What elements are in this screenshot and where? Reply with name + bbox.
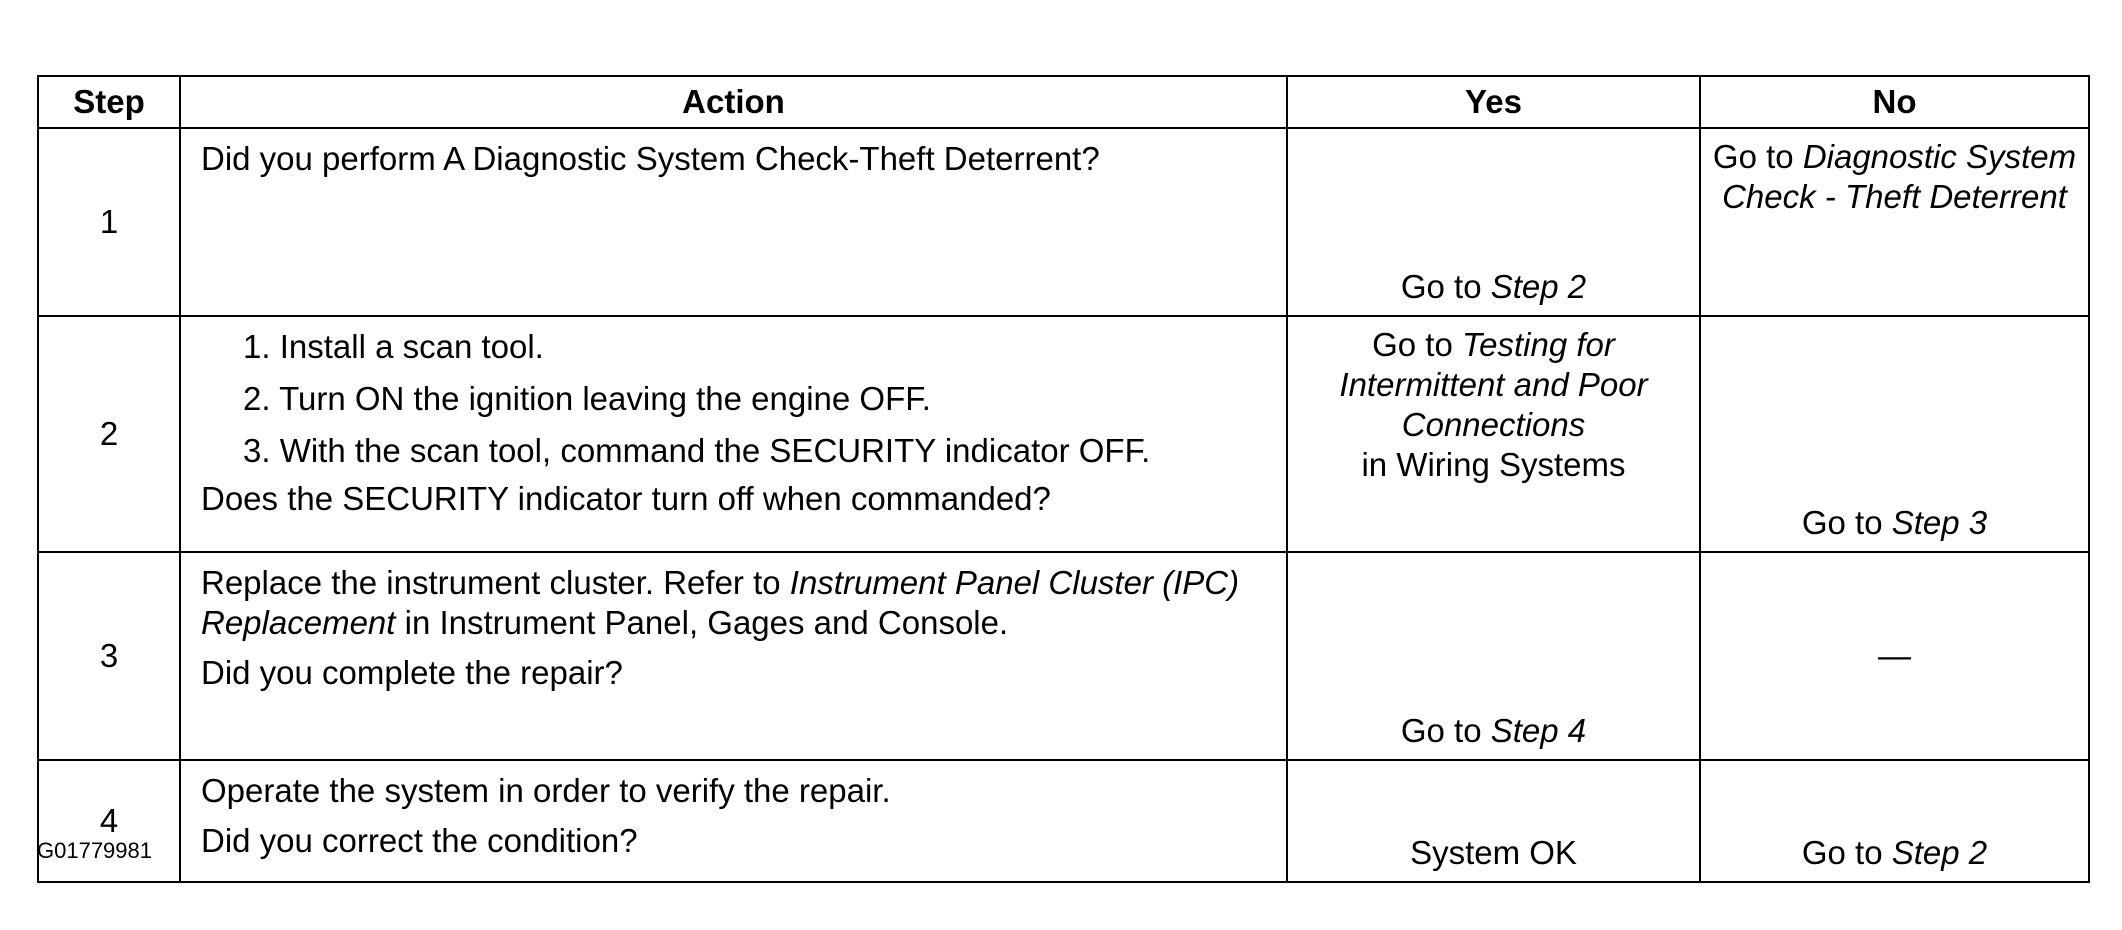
yes-prefix: Go to bbox=[1372, 326, 1462, 363]
yes-link[interactable]: Testing for Intermittent and Poor Connections bbox=[1339, 326, 1648, 443]
no-prefix: Go to bbox=[1801, 834, 1892, 871]
yes-text: System OK bbox=[1410, 834, 1577, 871]
no-dash: — bbox=[1878, 637, 1911, 674]
yes-cell bbox=[1287, 316, 1700, 552]
no-link[interactable]: Diagnostic System Check - Theft Deterrent bbox=[1722, 138, 2077, 215]
no-link[interactable]: Step 3 bbox=[1891, 504, 1988, 541]
step-number: 1 bbox=[38, 128, 180, 316]
action-prefix: Replace the instrument cluster. Refer to bbox=[201, 564, 790, 601]
table-row bbox=[38, 128, 2089, 316]
yes-suffix: in Wiring Systems bbox=[1361, 446, 1626, 483]
no-prefix: Go to bbox=[1712, 138, 1803, 175]
step-number: 3 bbox=[38, 552, 180, 760]
action-link[interactable]: Instrument Panel Cluster (IPC) Replacement bbox=[201, 564, 1240, 641]
header-no: No bbox=[1700, 76, 2089, 128]
action-question: Did you correct the condition? bbox=[201, 822, 638, 859]
yes-link[interactable]: Step 4 bbox=[1490, 712, 1587, 749]
action-question: Does the SECURITY indicator turn off when commanded? bbox=[201, 480, 1051, 517]
header-yes: Yes bbox=[1287, 76, 1700, 128]
action-cell bbox=[180, 552, 1287, 760]
substep-item: 1. Install a scan tool. bbox=[243, 328, 544, 365]
action-question: Did you complete the repair? bbox=[201, 654, 623, 691]
yes-cell bbox=[1287, 128, 1700, 316]
table-row bbox=[38, 552, 2089, 760]
action-cell bbox=[180, 760, 1287, 882]
yes-cell bbox=[1287, 760, 1700, 882]
no-cell bbox=[1700, 552, 2089, 760]
step-number: 2 bbox=[38, 316, 180, 552]
no-prefix: Go to bbox=[1801, 504, 1892, 541]
header-step: Step bbox=[38, 76, 180, 128]
table-row bbox=[38, 760, 2089, 882]
header-row bbox=[38, 76, 2089, 128]
no-cell bbox=[1700, 128, 2089, 316]
step-number: 4 bbox=[38, 760, 180, 882]
yes-cell bbox=[1287, 552, 1700, 760]
substep-item: 3. With the scan tool, command the SECURITY indicator OFF. bbox=[243, 432, 1151, 469]
yes-link[interactable]: Step 2 bbox=[1490, 268, 1587, 305]
header-action: Action bbox=[180, 76, 1287, 128]
action-text: Did you perform A Diagnostic System Check-Theft Deterrent? bbox=[201, 140, 1100, 177]
no-cell bbox=[1700, 760, 2089, 882]
no-link[interactable]: Step 2 bbox=[1891, 834, 1988, 871]
no-cell bbox=[1700, 316, 2089, 552]
substep-item: 2. Turn ON the ignition leaving the engine OFF. bbox=[243, 380, 931, 417]
table-row bbox=[38, 316, 2089, 552]
substep-list bbox=[201, 327, 1268, 471]
diagnostic-table bbox=[37, 75, 2090, 883]
action-cell bbox=[180, 316, 1287, 552]
yes-prefix: Go to bbox=[1400, 712, 1491, 749]
figure-id: G01779981 bbox=[37, 838, 152, 863]
action-suffix: in Instrument Panel, Gages and Console. bbox=[395, 604, 1009, 641]
action-cell bbox=[180, 128, 1287, 316]
yes-prefix: Go to bbox=[1400, 268, 1491, 305]
action-text: Operate the system in order to verify the repair. bbox=[201, 772, 891, 809]
